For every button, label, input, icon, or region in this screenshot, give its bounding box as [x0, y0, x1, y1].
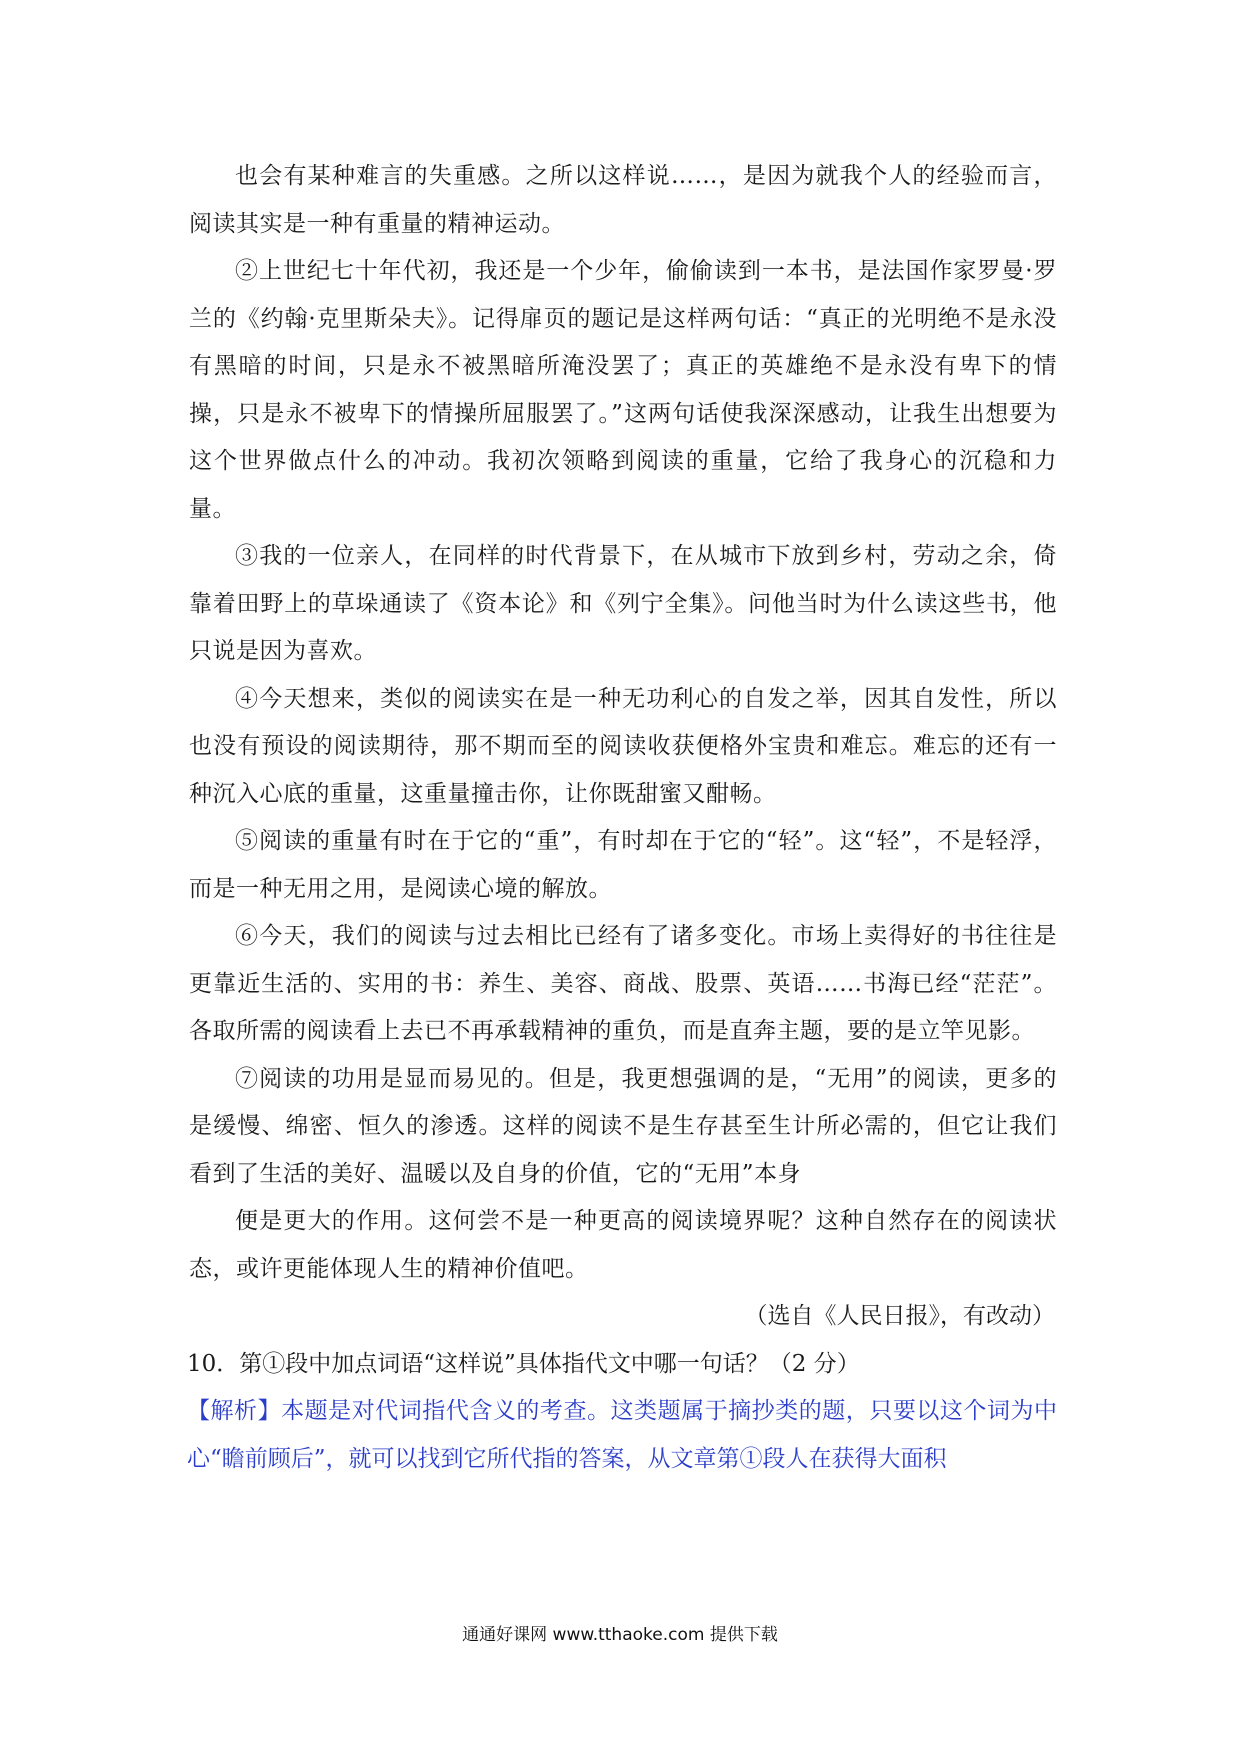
paragraph-6: ⑥今天，我们的阅读与过去相比已经有了诸多变化。市场上卖得好的书往往是更靠近生活的、实用的书：养生、美容、商战、股票、英语……书海已经“茫茫”。各取所需的阅读看上去已不再承载精神的重负，而是直奔主题，要的是立竿见影。 [189, 923, 1057, 1044]
paragraph-7: ⑦阅读的功用是显而易见的。但是，我更想强调的是，“无用”的阅读，更多的是缓慢、绵密、恒久的渗透。这样的阅读不是生存甚至生计所必需的，但它让我们看到了生活的美好、温暖以及自身的价值，它的“无用”本身 [189, 1065, 1057, 1187]
question-10: 10．第①段中加点词语“这样说”具体指代文中哪一句话？（2 分） [187, 1350, 860, 1377]
analysis-tag: 【解析】 [187, 1398, 282, 1424]
source-attribution: （选自《人民日报》，有改动） [744, 1303, 1055, 1329]
analysis-text: 本题是对代词指代含义的考查。这类题属于摘抄类的题，只要以这个词为中心“瞻前顾后”，就可以找到它所代指的答案，从文章第①段人在获得大面积 [187, 1398, 1058, 1472]
paragraph-7-continued: 便是更大的作用。这何尝不是一种更高的阅读境界呢？这种自然存在的阅读状态，或许更能体现人生的精神价值吧。 [189, 1208, 1057, 1282]
paragraph-2: ②上世纪七十年代初，我还是一个少年，偷偷读到一本书，是法国作家罗曼·罗兰的《约翰·克里斯朵夫》。记得扉页的题记是这样两句话：“真正的光明绝不是永没有黑暗的时间，只是永不被黑暗所淹没罢了；真正的英雄绝不是永没有卑下的情操，只是永不被卑下的情操所屈服罢了。”这两句话使我深深感动，让我生出想要为这个世界做点什么的冲动。我初次领略到阅读的重量，它给了我身心的沉稳和力量。 [189, 258, 1057, 522]
paragraph-1-continued: 也会有某种难言的失重感。之所以这样说……，是因为就我个人的经验而言，阅读其实是一种有重量的精神运动。 [189, 163, 1057, 237]
page-footer: 通通好课网 www.tthaoke.com 提供下载 [462, 1625, 778, 1645]
analysis-block [187, 1388, 1057, 1483]
paragraph-4: ④今天想来，类似的阅读实在是一种无功利心的自发之举，因其自发性，所以也没有预设的阅读期待，那不期而至的阅读收获便格外宝贵和难忘。难忘的还有一种沉入心底的重量，这重量撞击你，让你既甜蜜又酣畅。 [189, 685, 1057, 807]
article-body [189, 153, 1057, 1483]
paragraph-3: ③我的一位亲人，在同样的时代背景下，在从城市下放到乡村，劳动之余，倚靠着田野上的草垛通读了《资本论》和《列宁全集》。问他当时为什么读这些书，他只说是因为喜欢。 [189, 543, 1057, 664]
paragraph-5: ⑤阅读的重量有时在于它的“重”，有时却在于它的“轻”。这“轻”，不是轻浮，而是一种无用之用，是阅读心境的解放。 [189, 828, 1057, 902]
